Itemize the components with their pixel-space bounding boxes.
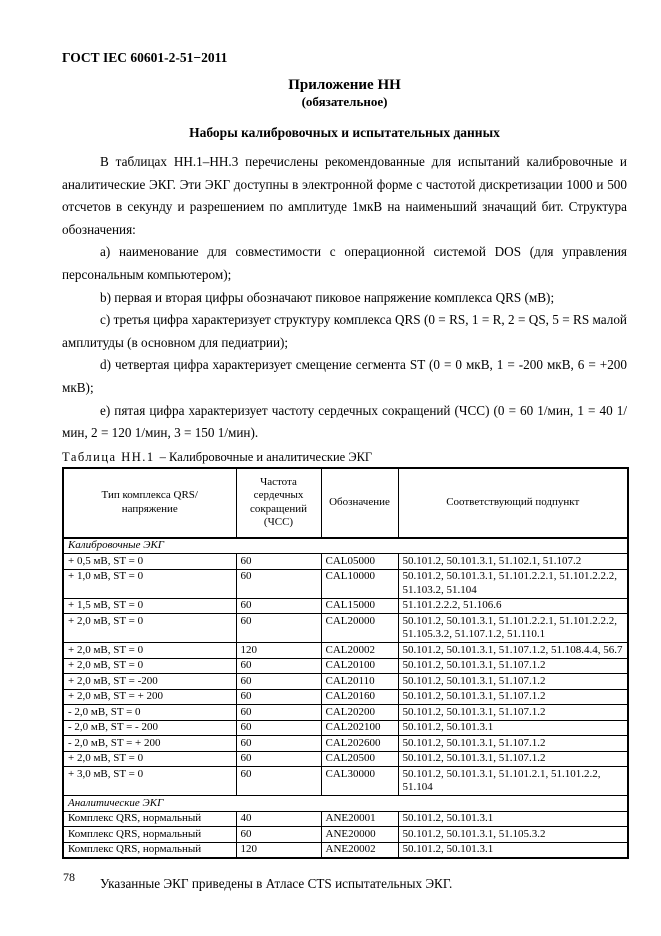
list-item-a: a) наименование для совместимости с операционной системой DOS (для управления персональным компьютером); — [62, 244, 627, 282]
qrs-type-cell: + 0,5 мВ, ST = 0 — [63, 554, 236, 570]
table-section-label: Аналитические ЭКГ — [63, 796, 628, 812]
table-row — [63, 643, 628, 659]
qrs-type-cell: + 3,0 мВ, ST = 0 — [63, 767, 236, 796]
table-row — [63, 658, 628, 674]
heart-rate-cell: 60 — [236, 674, 321, 690]
intro-paragraph: В таблицах НН.1–НН.3 перечислены рекомендованные для испытаний калибровочные и аналитические ЭКГ. Эти ЭКГ доступны в электронной форме с частотой дискретизации 1000 и 500 отсчетов в секунду и разрешением по амплитуде 1мкВ на наименьший значащий бит. Структура обозначения: — [62, 154, 627, 237]
table-row — [63, 720, 628, 736]
qrs-type-cell: - 2,0 мВ, ST = + 200 — [63, 736, 236, 752]
subclause-cell: 50.101.2, 50.101.3.1, 51.101.2.1, 51.101.2.2, 51.104 — [398, 767, 628, 796]
subclause-cell: 50.101.2, 50.101.3.1, 51.107.1.2 — [398, 674, 628, 690]
subclause-cell: 50.101.2, 50.101.3.1 — [398, 720, 628, 736]
table-caption-label: Таблица НН.1 — [62, 449, 155, 464]
table-row — [63, 689, 628, 705]
col-header-designation: Обозначение — [321, 468, 398, 538]
list-item-c: c) третья цифра характеризует структуру комплекса QRS (0 = RS, 1 = R, 2 = QS, 5 = RS малой амплитуды (в основном для педиатрии); — [62, 312, 627, 350]
closing-note: Указанные ЭКГ приведены в Атласе CTS испытательных ЭКГ. — [100, 876, 453, 892]
doc-code: ГОСТ IEC 60601-2-51−2011 — [62, 50, 228, 65]
heart-rate-cell: 60 — [236, 569, 321, 598]
col-header-subclause: Соответствующий подпункт — [398, 468, 628, 538]
qrs-type-cell: - 2,0 мВ, ST = - 200 — [63, 720, 236, 736]
qrs-type-cell: Комплекс QRS, нормальный — [63, 811, 236, 827]
heart-rate-cell: 60 — [236, 827, 321, 843]
designation-cell: ANE20001 — [321, 811, 398, 827]
designation-cell: CAL05000 — [321, 554, 398, 570]
subclause-cell: 50.101.2, 50.101.3.1, 51.107.1.2, 51.108.4.4, 56.7 — [398, 643, 628, 659]
subclause-cell: 50.101.2, 50.101.3.1, 51.107.1.2 — [398, 689, 628, 705]
heart-rate-cell: 40 — [236, 811, 321, 827]
qrs-type-cell: + 1,0 мВ, ST = 0 — [63, 569, 236, 598]
table-row — [63, 811, 628, 827]
qrs-type-cell: + 2,0 мВ, ST = 0 — [63, 751, 236, 767]
appendix-title: Приложение НН — [288, 77, 401, 93]
designation-cell: CAL202100 — [321, 720, 398, 736]
qrs-type-cell: Комплекс QRS, нормальный — [63, 842, 236, 858]
heart-rate-cell: 120 — [236, 643, 321, 659]
subclause-cell: 50.101.2, 50.101.3.1, 51.107.1.2 — [398, 736, 628, 752]
heart-rate-cell: 60 — [236, 705, 321, 721]
qrs-type-cell: + 2,0 мВ, ST = 0 — [63, 658, 236, 674]
qrs-type-cell: + 1,5 мВ, ST = 0 — [63, 598, 236, 614]
subclause-cell: 50.101.2, 50.101.3.1, 51.107.1.2 — [398, 658, 628, 674]
table-caption — [62, 450, 627, 465]
table-row — [63, 705, 628, 721]
qrs-type-cell: + 2,0 мВ, ST = -200 — [63, 674, 236, 690]
qrs-type-cell: - 2,0 мВ, ST = 0 — [63, 705, 236, 721]
designation-cell: CAL15000 — [321, 598, 398, 614]
designation-cell: CAL20002 — [321, 643, 398, 659]
table-caption-title: – Калибровочные и аналитические ЭКГ — [159, 449, 373, 464]
table-row — [63, 751, 628, 767]
subclause-cell: 50.101.2, 50.101.3.1, 51.102.1, 51.107.2 — [398, 554, 628, 570]
qrs-type-cell: Комплекс QRS, нормальный — [63, 827, 236, 843]
table-section-row — [63, 538, 628, 554]
col-header-heart-rate: Частота сердечных сокращений (ЧСС) — [236, 468, 321, 538]
table-body — [63, 538, 628, 859]
appendix-subtitle: (обязательное) — [301, 94, 388, 109]
designation-cell: CAL20160 — [321, 689, 398, 705]
heart-rate-cell: 60 — [236, 689, 321, 705]
qrs-type-cell: + 2,0 мВ, ST = 0 — [63, 614, 236, 643]
designation-cell: CAL20100 — [321, 658, 398, 674]
calibration-ecg-table — [62, 467, 629, 860]
col-header-qrs-type: Тип комплекса QRS/ напряжение — [63, 468, 236, 538]
table-row — [63, 827, 628, 843]
subclause-cell: 50.101.2, 50.101.3.1 — [398, 811, 628, 827]
table-row — [63, 674, 628, 690]
heart-rate-cell: 60 — [236, 736, 321, 752]
subclause-cell: 50.101.2, 50.101.3.1, 51.107.1.2 — [398, 705, 628, 721]
table-row — [63, 598, 628, 614]
list-item-b: b) первая и вторая цифры обозначают пиковое напряжение комплекса QRS (мВ); — [100, 289, 555, 305]
heart-rate-cell: 60 — [236, 598, 321, 614]
designation-cell: ANE20000 — [321, 827, 398, 843]
section-title: Наборы калибровочных и испытательных данных — [189, 125, 500, 140]
table-row — [63, 614, 628, 643]
table-header-row — [63, 468, 628, 538]
designation-cell: CAL20200 — [321, 705, 398, 721]
designation-cell: CAL10000 — [321, 569, 398, 598]
heart-rate-cell: 60 — [236, 554, 321, 570]
subclause-cell: 50.101.2, 50.101.3.1, 51.107.1.2 — [398, 751, 628, 767]
designation-cell: CAL20000 — [321, 614, 398, 643]
designation-cell: CAL20110 — [321, 674, 398, 690]
subclause-cell: 50.101.2, 50.101.3.1, 51.101.2.2.1, 51.101.2.2.2, 51.105.3.2, 51.107.1.2, 51.110.1 — [398, 614, 628, 643]
designation-cell: CAL20500 — [321, 751, 398, 767]
designation-cell: CAL202600 — [321, 736, 398, 752]
table-row — [63, 767, 628, 796]
list-item-d: d) четвертая цифра характеризует смещение сегмента ST (0 = 0 мкВ, 1 = -200 мкВ, 6 = +200 мкВ); — [62, 357, 627, 395]
table-section-row — [63, 796, 628, 812]
subclause-cell: 50.101.2, 50.101.3.1, 51.101.2.2.1, 51.101.2.2.2, 51.103.2, 51.104 — [398, 569, 628, 598]
qrs-type-cell: + 2,0 мВ, ST = 0 — [63, 643, 236, 659]
subclause-cell: 50.101.2, 50.101.3.1, 51.105.3.2 — [398, 827, 628, 843]
subclause-cell: 50.101.2, 50.101.3.1 — [398, 842, 628, 858]
heart-rate-cell: 60 — [236, 658, 321, 674]
heart-rate-cell: 60 — [236, 751, 321, 767]
heart-rate-cell: 120 — [236, 842, 321, 858]
heart-rate-cell: 60 — [236, 614, 321, 643]
qrs-type-cell: + 2,0 мВ, ST = + 200 — [63, 689, 236, 705]
table-row — [63, 842, 628, 858]
table-row — [63, 736, 628, 752]
heart-rate-cell: 60 — [236, 720, 321, 736]
subclause-cell: 51.101.2.2.2, 51.106.6 — [398, 598, 628, 614]
table-section-label: Калибровочные ЭКГ — [63, 538, 628, 554]
page-number: 78 — [63, 870, 75, 884]
designation-cell: ANE20002 — [321, 842, 398, 858]
table-row — [63, 554, 628, 570]
table-row — [63, 569, 628, 598]
list-item-e: e) пятая цифра характеризует частоту сердечных сокращений (ЧСС) (0 = 60 1/мин, 1 = 40 1/мин, 2 = 120 1/мин, 3 = 150 1/мин). — [62, 402, 627, 441]
designation-cell: CAL30000 — [321, 767, 398, 796]
heart-rate-cell: 60 — [236, 767, 321, 796]
